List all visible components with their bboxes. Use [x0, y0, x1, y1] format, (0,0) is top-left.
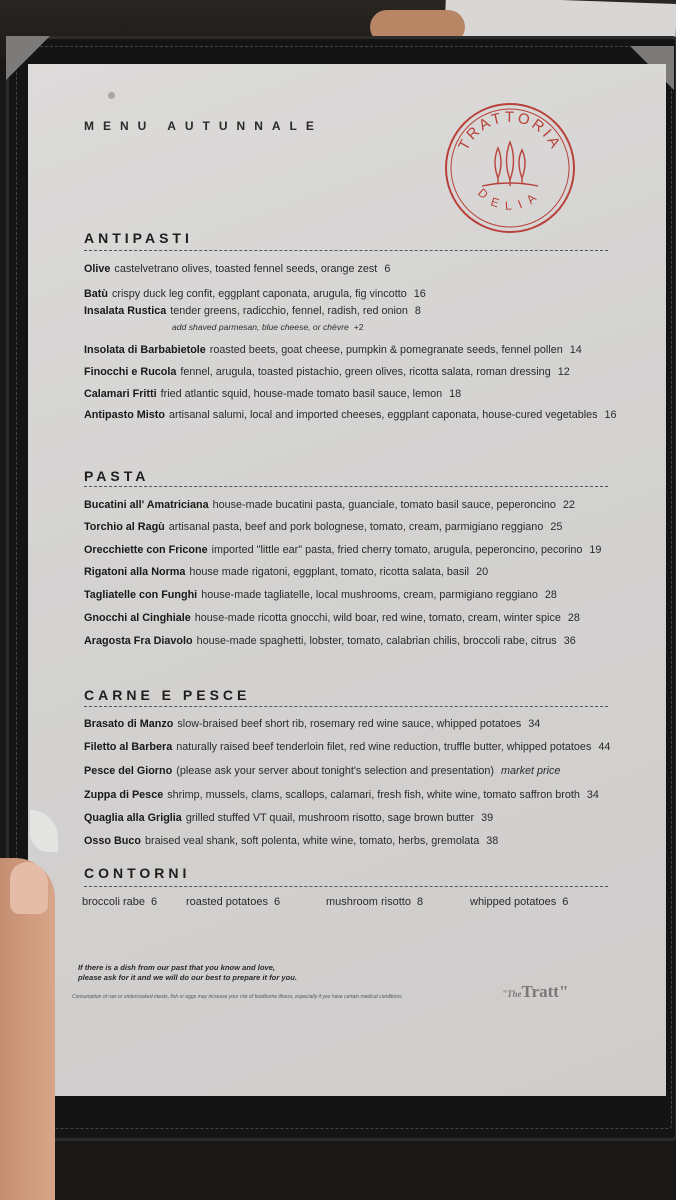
side-dish — [82, 896, 157, 908]
side-dish — [326, 896, 423, 908]
menu-item — [84, 409, 617, 421]
menu-item — [84, 612, 580, 624]
footer-note-line: please ask for it and we will do our best to prepare it for you. — [78, 973, 297, 982]
menu-item — [84, 566, 488, 578]
menu-item — [84, 718, 540, 730]
side-name: mushroom risotto — [326, 896, 411, 908]
menu-item — [84, 288, 426, 300]
item-name: Filetto al Barbera — [84, 741, 173, 753]
side-dish — [186, 896, 280, 908]
side-price: 6 — [150, 896, 158, 908]
item-price: 28 — [544, 589, 557, 601]
side-name: broccoli rabe — [82, 896, 145, 908]
addon-desc: add shaved parmesan, blue cheese, or chèvre — [172, 322, 349, 332]
menu-item — [84, 305, 421, 317]
item-name: Zuppa di Pesce — [84, 789, 164, 801]
item-desc: fried atlantic squid, house-made tomato basil sauce, lemon — [160, 388, 443, 400]
item-price: 19 — [589, 544, 602, 556]
menu-item — [84, 263, 390, 275]
item-name: Aragosta Fra Diavolo — [84, 635, 193, 647]
item-desc: fennel, arugula, toasted pistachio, green olives, ricotta salata, roman dressing — [180, 366, 551, 378]
item-name: Insolata di Barbabietole — [84, 344, 206, 356]
section-title-carne-e-pesce: CARNE E PESCE — [84, 687, 251, 703]
item-addon — [172, 322, 364, 332]
menu-item — [84, 366, 570, 378]
section-title-contorni: CONTORNI — [84, 865, 191, 881]
item-desc: grilled stuffed VT quail, mushroom risotto, sage brown butter — [185, 812, 475, 824]
item-desc: house-made spaghetti, lobster, tomato, calabrian chilis, broccoli rabe, citrus — [196, 635, 557, 647]
section-divider — [84, 886, 608, 887]
item-name: Orecchiette con Fricone — [84, 544, 208, 556]
item-name: Olive — [84, 263, 111, 275]
menu-item — [84, 765, 560, 777]
item-price: 8 — [414, 305, 421, 317]
side-name: whipped potatoes — [470, 896, 557, 908]
brand-name: Tratt" — [521, 982, 569, 1001]
item-desc: imported "little ear" pasta, fried cherry tomato, arugula, peperoncino, pecorino — [211, 544, 583, 556]
item-name: Batù — [84, 288, 108, 300]
item-price: 39 — [481, 812, 494, 824]
item-price: 28 — [567, 612, 580, 624]
item-price: 34 — [528, 718, 541, 730]
trattoria-delia-logo — [442, 100, 578, 236]
item-price: 22 — [562, 499, 575, 511]
menu-item — [84, 812, 493, 824]
item-price: 16 — [604, 409, 617, 421]
menu-item — [84, 589, 557, 601]
menu-item — [84, 544, 601, 556]
section-divider — [84, 250, 608, 251]
item-name: Brasato di Manzo — [84, 718, 174, 730]
item-name: Calamari Fritti — [84, 388, 157, 400]
item-desc: artisanal salumi, local and imported cheeses, eggplant caponata, house-cured vegetables — [168, 409, 598, 421]
item-name: Finocchi e Rucola — [84, 366, 177, 378]
section-divider — [84, 706, 608, 707]
menu-item — [84, 388, 461, 400]
menu-title: MENU AUTUNNALE — [84, 119, 323, 133]
item-price: 18 — [449, 388, 462, 400]
item-desc: (please ask your server about tonight's selection and presentation) — [176, 765, 494, 777]
thumbnail-nail — [10, 862, 48, 914]
menu-item — [84, 344, 582, 356]
item-desc: house made rigatoni, eggplant, tomato, ricotta salata, basil — [189, 566, 470, 578]
menu-item — [84, 499, 575, 511]
item-name: Bucatini all' Amatriciana — [84, 499, 209, 511]
item-price: 34 — [586, 789, 599, 801]
section-divider — [84, 486, 608, 487]
menu-item — [84, 835, 498, 847]
side-price: 6 — [562, 896, 569, 908]
item-name: Rigatoni alla Norma — [84, 566, 186, 578]
item-price: 44 — [598, 741, 611, 753]
footer-disclaimer: Consumption of raw or undercooked meats, fish or eggs may increase your risk of foodborne illness, especially if you have certain medical conditions. — [72, 994, 403, 1000]
brand-prefix: "The — [502, 989, 522, 999]
side-name: roasted potatoes — [186, 896, 268, 908]
item-price: 16 — [413, 288, 426, 300]
logo-top-text: TRATTORIA — [455, 108, 565, 154]
item-desc: castelvetrano olives, toasted fennel seeds, orange zest — [114, 263, 378, 275]
item-name: Tagliatelle con Funghi — [84, 589, 198, 601]
item-price: market price — [500, 765, 561, 777]
footer-note — [78, 963, 338, 983]
menu-item — [84, 789, 599, 801]
item-name: Torchio al Ragù — [84, 521, 165, 533]
item-name: Antipasto Misto — [84, 409, 165, 421]
cypress-trees-icon — [482, 142, 538, 186]
item-name: Insalata Rustica — [84, 305, 167, 317]
item-price: 38 — [486, 835, 499, 847]
item-name: Gnocchi al Cinghiale — [84, 612, 191, 624]
item-name: Quaglia alla Griglia — [84, 812, 182, 824]
menu-page — [28, 64, 666, 1096]
menu-item — [84, 521, 562, 533]
punch-hole — [108, 92, 115, 99]
item-price: 20 — [476, 566, 489, 578]
item-desc: crispy duck leg confit, eggplant caponata, arugula, fig vincotto — [112, 288, 407, 300]
item-price: 6 — [384, 263, 391, 275]
item-desc: naturally raised beef tenderloin filet, red wine reduction, truffle butter, whipped potatoes — [176, 741, 592, 753]
menu-item — [84, 741, 610, 753]
item-price: 12 — [557, 366, 570, 378]
item-name: Osso Buco — [84, 835, 141, 847]
logo-bottom-text: DELIA — [475, 185, 545, 213]
menu-item — [84, 635, 576, 647]
item-price: 36 — [563, 635, 576, 647]
item-desc: slow-braised beef short rib, rosemary red wine sauce, whipped potatoes — [177, 718, 522, 730]
addon-price: +2 — [353, 322, 364, 332]
item-desc: roasted beets, goat cheese, pumpkin & pomegranate seeds, fennel pollen — [209, 344, 563, 356]
item-desc: house-made bucatini pasta, guanciale, tomato basil sauce, peperoncino — [212, 499, 556, 511]
item-desc: tender greens, radicchio, fennel, radish, red onion — [170, 305, 408, 317]
item-desc: house-made tagliatelle, local mushrooms, cream, parmigiano reggiano — [201, 589, 538, 601]
section-title-pasta: PASTA — [84, 468, 150, 484]
item-desc: braised veal shank, soft polenta, white wine, tomato, herbs, gremolata — [145, 835, 480, 847]
the-tratt-logo — [502, 982, 568, 1002]
item-price: 14 — [569, 344, 582, 356]
side-price: 6 — [273, 896, 281, 908]
item-name: Pesce del Giorno — [84, 765, 173, 777]
item-desc: house-made ricotta gnocchi, wild boar, red wine, tomato, cream, winter spice — [194, 612, 561, 624]
side-dish — [470, 896, 568, 908]
footer-note-line: If there is a dish from our past that you know and love, — [78, 963, 276, 972]
section-title-antipasti: ANTIPASTI — [84, 230, 193, 246]
item-desc: artisanal pasta, beef and pork bolognese, tomato, cream, parmigiano reggiano — [168, 521, 544, 533]
item-price: 25 — [550, 521, 563, 533]
side-price: 8 — [416, 896, 424, 908]
item-desc: shrimp, mussels, clams, scallops, calamari, fresh fish, white wine, tomato saffron broth — [167, 789, 580, 801]
